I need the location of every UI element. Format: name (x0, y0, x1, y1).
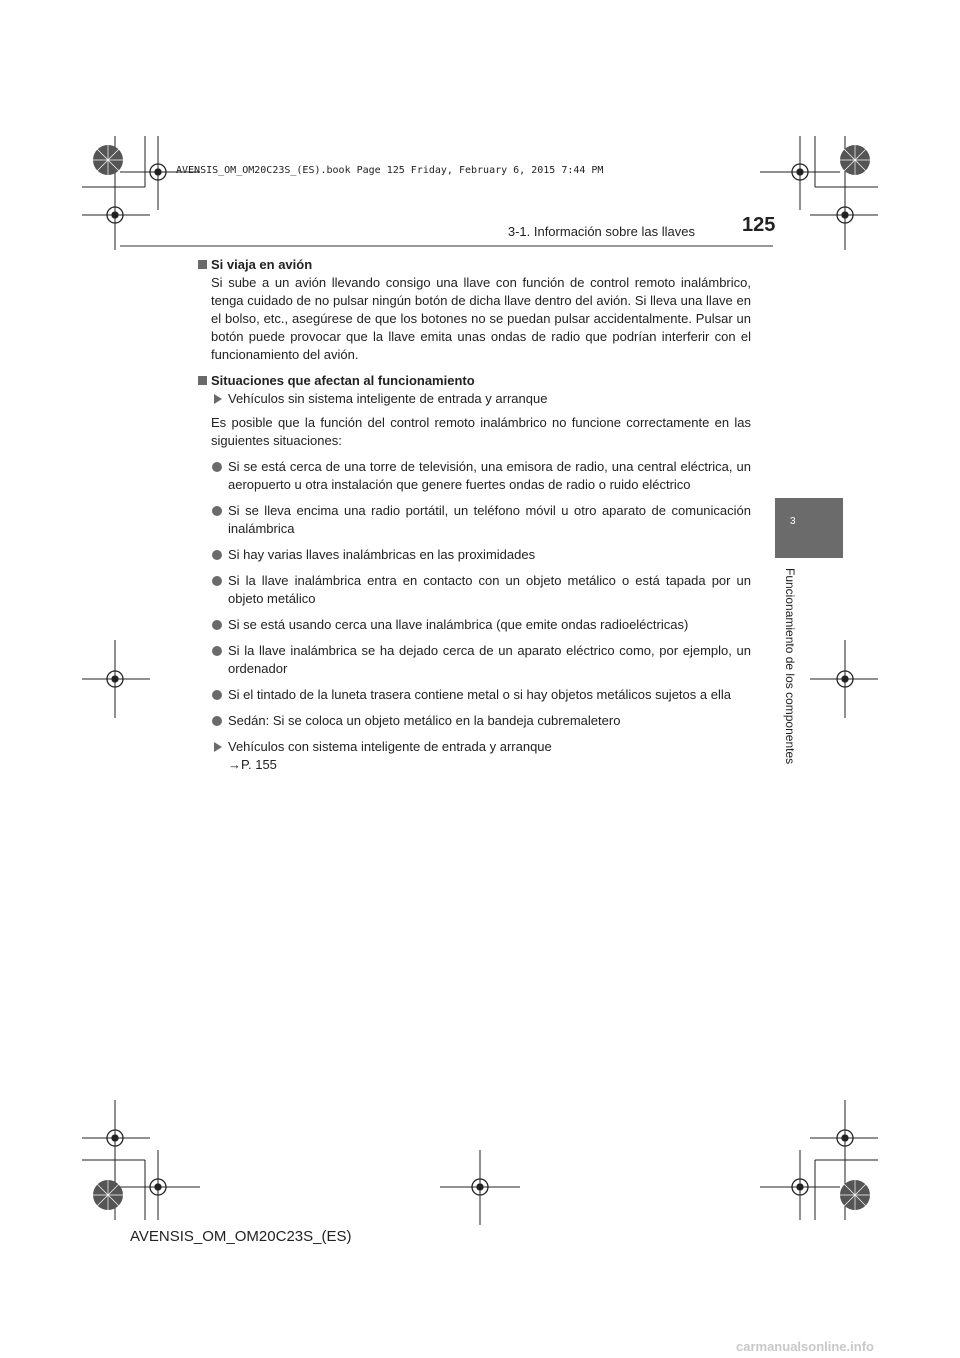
circle-bullet-icon (212, 716, 222, 726)
circle-bullet-icon (212, 550, 222, 560)
circle-bullet-icon (212, 506, 222, 516)
watermark: carmanualsonline.info (736, 1339, 874, 1354)
square-bullet-icon (198, 376, 207, 385)
paragraph-airplane: Si sube a un avión llevando consigo una llave con función de control remoto inalámbrico, tenga cuidado de no pulsar ningún botón de dicha llave dentro del avión. Si lleva una llave en el bolso, etc., asegúrese de que los botones no se puedan pulsar accidentalmente. Pulsar un botón puede provocar que la llave emita unas ondas de radio que podrían interferir con el funcionamiento del avión. (211, 275, 751, 362)
section-heading-airplane: Si viaja en avión (211, 256, 751, 274)
list-item: Si hay varias llaves inalámbricas en las proximidades (211, 546, 751, 564)
list-item: Si se lleva encima una radio portátil, un teléfono móvil u otro aparato de comunicación inalámbrica (211, 502, 751, 538)
triangle-bullet-icon (214, 394, 222, 404)
triangle-bullet-icon (214, 742, 222, 752)
page-reference: →P. 155 (228, 757, 277, 772)
circle-bullet-icon (212, 620, 222, 630)
subheading-with-smart-key: Vehículos con sistema inteligente de entrada y arranque (211, 738, 751, 756)
chapter-label-text: Funcionamiento de los componentes (783, 568, 797, 765)
section-heading-situations: Situaciones que afectan al funcionamiento (211, 372, 751, 390)
paragraph-intro: Es posible que la función del control remoto inalámbrico no funcione correctamente en las siguientes situaciones: (211, 415, 751, 448)
chapter-tab (775, 498, 843, 558)
page-number: 125 (742, 214, 776, 236)
subheading-without-smart-key: Vehículos sin sistema inteligente de entrada y arranque (211, 390, 751, 408)
list-item: Si el tintado de la luneta trasera contiene metal o si hay objetos metálicos sujetos a ella (211, 686, 751, 704)
square-bullet-icon (198, 260, 207, 269)
circle-bullet-icon (212, 690, 222, 700)
book-stamp: AVENSIS_OM_OM20C23S_(ES).book Page 125 Friday, February 6, 2015 7:44 PM (176, 165, 604, 176)
section-title: 3-1. Información sobre las llaves (507, 224, 695, 239)
chapter-number: 3 (790, 516, 796, 527)
list-item: Si la llave inalámbrica se ha dejado cerca de un aparato eléctrico como, por ejemplo, un ordenador (211, 642, 751, 678)
document-code: AVENSIS_OM_OM20C23S_(ES) (130, 1228, 352, 1245)
circle-bullet-icon (212, 462, 222, 472)
circle-bullet-icon (212, 576, 222, 586)
circle-bullet-icon (212, 646, 222, 656)
header-rule (120, 245, 773, 247)
list-item: Si la llave inalámbrica entra en contacto con un objeto metálico o está tapada por un objeto metálico (211, 572, 751, 608)
list-item: Si se está usando cerca una llave inalámbrica (que emite ondas radioeléctricas) (211, 616, 751, 634)
chapter-label (783, 568, 801, 782)
list-item: Si se está cerca de una torre de televisión, una emisora de radio, una central eléctrica, un aeropuerto u otra instalación que genere fuertes ondas de radio o ruido eléctrico (211, 458, 751, 494)
list-item: Sedán: Si se coloca un objeto metálico en la bandeja cubremaletero (211, 712, 751, 730)
page-content (211, 256, 751, 774)
